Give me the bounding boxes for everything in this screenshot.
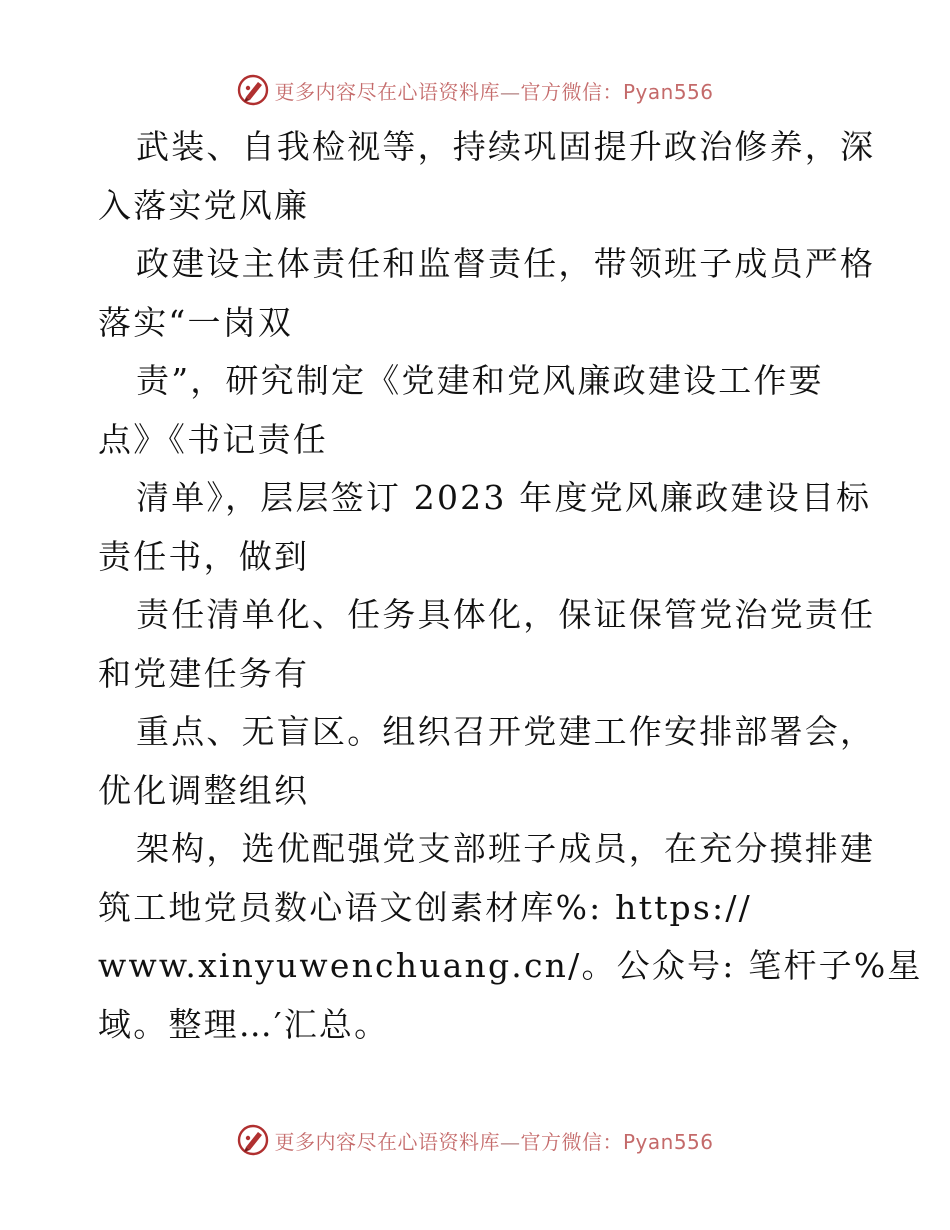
banner-text	[274, 76, 713, 105]
body-line: 入落实党风廉	[98, 185, 310, 225]
body-line: 和党建任务有	[98, 653, 310, 693]
banner-site-text: 更多内容尽在心语资料库	[274, 1129, 500, 1154]
header-watermark-banner	[0, 70, 950, 110]
body-line: 优化调整组织	[98, 770, 310, 810]
body-line: 筑工地党员数心语文创素材库%: https://	[98, 887, 752, 927]
banner-wechat-id: Pyan556	[622, 1129, 714, 1154]
body-line: 责任清单化、任务具体化，保证保管党治党责任	[136, 595, 876, 634]
pen-logo-icon	[236, 1123, 270, 1157]
document-body	[98, 118, 923, 1054]
footer-watermark-banner	[0, 1120, 950, 1160]
pen-logo-icon	[236, 73, 270, 107]
body-line: 清单》，层层签订 2023 年度党风廉政建设目标	[136, 478, 872, 517]
banner-wechat-label: 官方微信：	[520, 1129, 623, 1154]
body-line: 责”，研究制定《党建和党风廉政建设工作要	[136, 361, 824, 400]
banner-separator: —	[499, 79, 521, 104]
banner-text	[274, 1126, 713, 1155]
banner-site-text: 更多内容尽在心语资料库	[274, 79, 500, 104]
body-line: 武装、自我检视等，持续巩固提升政治修养，深	[136, 127, 876, 166]
banner-separator: —	[499, 1129, 521, 1154]
banner-wechat-label: 官方微信：	[520, 79, 623, 104]
body-line: 重点、无盲区。组织召开党建工作安排部署会，	[136, 712, 876, 751]
body-line: 架构，选优配强党支部班子成员，在充分摸排建	[136, 829, 876, 868]
body-line: 域。整理…′汇总。	[98, 1004, 390, 1044]
body-line: 落实“一岗双	[98, 302, 294, 342]
body-line: 点》《书记责任	[98, 419, 328, 459]
banner-wechat-id: Pyan556	[622, 79, 714, 104]
body-line: 政建设主体责任和监督责任，带领班子成员严格	[136, 244, 876, 283]
body-line: 责任书，做到	[98, 536, 310, 576]
body-line: www.xinyuwenchuang.cn/。公众号: 笔杆子%星	[98, 946, 923, 985]
